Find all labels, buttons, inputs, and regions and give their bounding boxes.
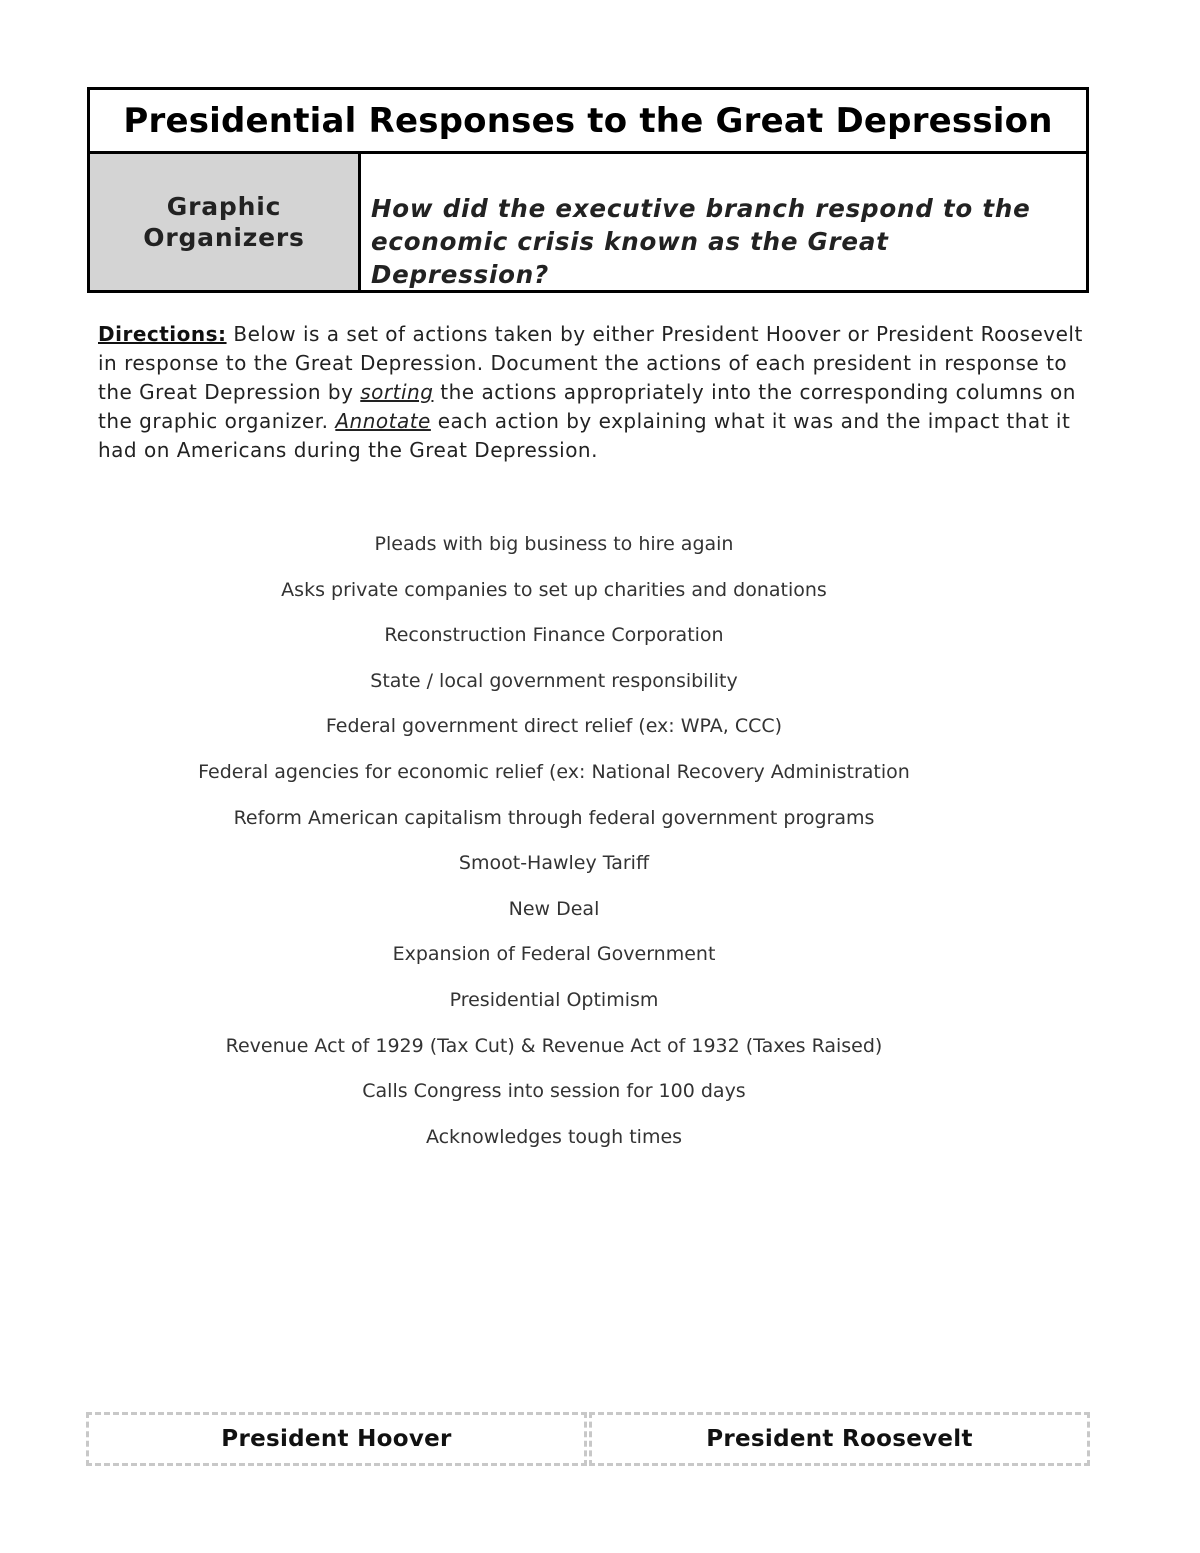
action-item: Reconstruction Finance Corporation — [384, 624, 724, 647]
organizer-columns — [86, 1412, 1090, 1466]
action-item: Federal government direct relief (ex: WPA, CCC) — [325, 715, 783, 738]
action-item: Reform American capitalism through federal government programs — [233, 806, 875, 829]
hoover-column-header: President Hoover — [221, 1426, 452, 1452]
sorting-emphasis: sorting — [360, 380, 434, 404]
header-table — [87, 87, 1089, 293]
title-row — [90, 90, 1086, 154]
action-item: Presidential Optimism — [449, 988, 659, 1011]
section-label: Graphic Organizers — [143, 192, 305, 252]
action-item: Expansion of Federal Government — [392, 943, 716, 966]
actions-list — [0, 528, 1108, 1166]
directions-paragraph — [98, 320, 1088, 465]
roosevelt-column — [589, 1412, 1090, 1466]
hoover-column — [86, 1412, 587, 1466]
roosevelt-column-header: President Roosevelt — [706, 1426, 973, 1452]
annotate-emphasis: Annotate — [335, 409, 431, 433]
label-cell — [90, 154, 361, 290]
action-item: Pleads with big business to hire again — [374, 533, 734, 555]
action-item: Calls Congress into session for 100 days — [362, 1080, 746, 1103]
action-item: Revenue Act of 1929 (Tax Cut) & Revenue Act of 1932 (Taxes Raised) — [225, 1034, 883, 1057]
directions-label: Directions: — [98, 322, 227, 346]
directions-text-1: Below is a set of actions taken by either President Hoover or President Roosevelt in response to the Great Depression. Document the actions of each president in response to the Great Depression by — [98, 322, 1083, 404]
page-title: Presidential Responses to the Great Depression — [123, 100, 1053, 141]
action-item: State / local government responsibility — [370, 669, 738, 692]
action-item: Smoot-Hawley Tariff — [458, 852, 650, 875]
essential-question: How did the executive branch respond to the economic crisis known as the Great Depression? — [371, 194, 1031, 289]
action-item: New Deal — [508, 897, 600, 920]
directions-text-2: the actions appropriately into the corresponding columns on the graphic organizer. — [98, 380, 1076, 433]
directions-text-3: each action by explaining what it was and the impact that it had on Americans during the Great Depression. — [98, 409, 1071, 462]
action-item: Asks private companies to set up charities and donations — [281, 578, 827, 601]
action-item: Acknowledges tough times — [425, 1125, 683, 1148]
question-cell — [361, 154, 1086, 290]
action-item: Federal agencies for economic relief (ex: National Recovery Administration — [198, 760, 910, 783]
